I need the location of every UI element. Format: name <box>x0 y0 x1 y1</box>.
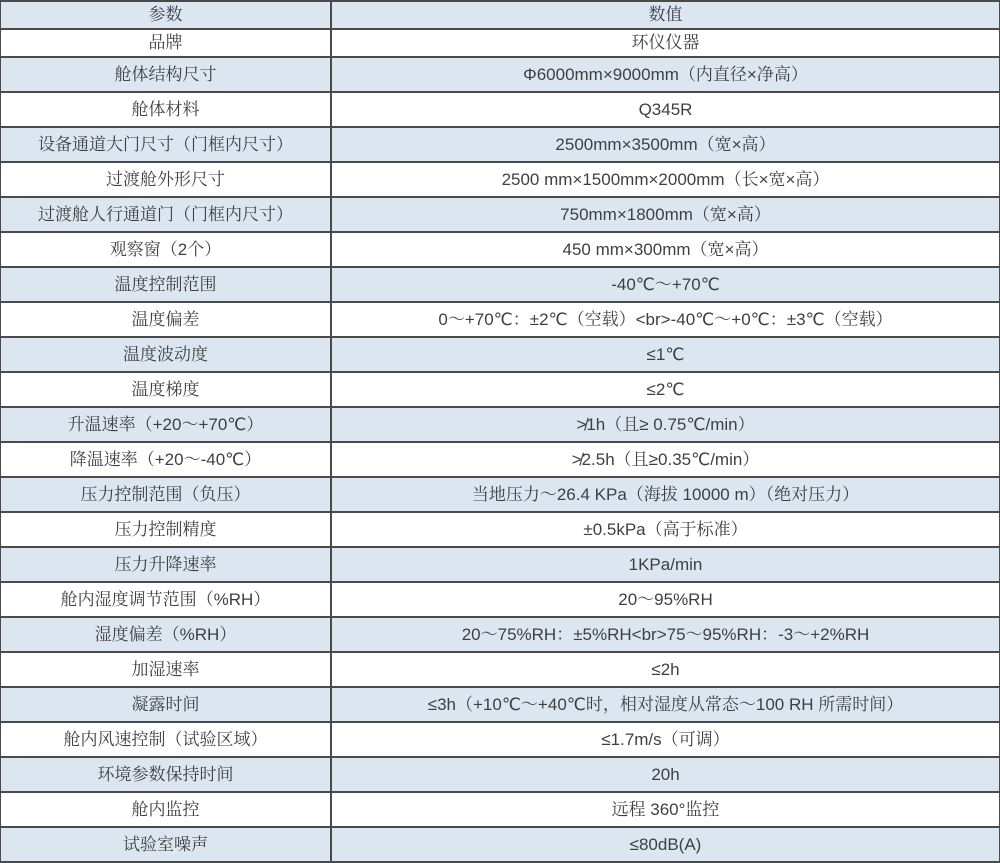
table-row <box>1 547 1000 582</box>
table-row <box>1 302 1000 337</box>
table-row <box>1 29 1000 57</box>
table-row <box>1 337 1000 372</box>
param-cell: 压力控制范围（负压） <box>1 477 332 512</box>
value-cell: ≤3h（+10℃～+40℃时，相对湿度从常态～100 RH 所需时间） <box>331 687 1000 722</box>
table-row <box>1 757 1000 792</box>
table-row <box>1 162 1000 197</box>
param-cell: 加湿速率 <box>1 652 332 687</box>
value-cell: 20～75%RH：±5%RH<br>75～95%RH：-3～+2%RH <box>331 617 1000 652</box>
table-row <box>1 512 1000 547</box>
value-cell: Φ6000mm×9000mm（内直径×净高） <box>331 57 1000 92</box>
param-cell: 降温速率（+20～-40℃） <box>1 442 332 477</box>
table-row <box>1 652 1000 687</box>
table-row <box>1 792 1000 827</box>
table-row <box>1 127 1000 162</box>
value-cell: 2500mm×3500mm（宽×高） <box>331 127 1000 162</box>
value-cell: ≤80dB(A) <box>331 827 1000 862</box>
header-param-cell: 参数 <box>1 1 332 29</box>
spec-table-body <box>1 1 1000 862</box>
value-cell: 2500 mm×1500mm×2000mm（长×宽×高） <box>331 162 1000 197</box>
value-cell: ≤1.7m/s（可调） <box>331 722 1000 757</box>
table-row <box>1 687 1000 722</box>
value-cell: 750mm×1800mm（宽×高） <box>331 197 1000 232</box>
value-cell: 20～95%RH <box>331 582 1000 617</box>
value-cell: 1KPa/min <box>331 547 1000 582</box>
value-cell: -40℃～+70℃ <box>331 267 1000 302</box>
param-cell: 升温速率（+20～+70℃） <box>1 407 332 442</box>
param-cell: 湿度偏差（%RH） <box>1 617 332 652</box>
param-cell: 试验室噪声 <box>1 827 332 862</box>
table-row <box>1 442 1000 477</box>
param-cell: 设备通道大门尺寸（门框内尺寸） <box>1 127 332 162</box>
header-value-cell: 数值 <box>331 1 1000 29</box>
param-cell: 温度梯度 <box>1 372 332 407</box>
value-cell: ≯1h（且≥ 0.75℃/min） <box>331 407 1000 442</box>
value-cell: 0～+70℃：±2℃（空载）<br>-40℃～+0℃：±3℃（空载） <box>331 302 1000 337</box>
value-cell: Q345R <box>331 92 1000 127</box>
param-cell: 过渡舱人行通道门（门框内尺寸） <box>1 197 332 232</box>
table-row <box>1 372 1000 407</box>
header-row <box>1 1 1000 29</box>
table-row <box>1 477 1000 512</box>
value-cell: 当地压力～26.4 KPa（海拔 10000 m）（绝对压力） <box>331 477 1000 512</box>
param-cell: 舱体结构尺寸 <box>1 57 332 92</box>
value-cell: ≤1℃ <box>331 337 1000 372</box>
value-cell: 450 mm×300mm（宽×高） <box>331 232 1000 267</box>
table-row <box>1 722 1000 757</box>
value-cell: 环仪仪器 <box>331 29 1000 57</box>
param-cell: 温度偏差 <box>1 302 332 337</box>
table-row <box>1 827 1000 862</box>
param-cell: 压力升降速率 <box>1 547 332 582</box>
param-cell: 舱内监控 <box>1 792 332 827</box>
param-cell: 凝露时间 <box>1 687 332 722</box>
param-cell: 压力控制精度 <box>1 512 332 547</box>
param-cell: 舱内风速控制（试验区域） <box>1 722 332 757</box>
table-row <box>1 267 1000 302</box>
param-cell: 舱内湿度调节范围（%RH） <box>1 582 332 617</box>
table-row <box>1 92 1000 127</box>
param-cell: 过渡舱外形尺寸 <box>1 162 332 197</box>
value-cell: 20h <box>331 757 1000 792</box>
param-cell: 舱体材料 <box>1 92 332 127</box>
value-cell: ≤2℃ <box>331 372 1000 407</box>
table-row <box>1 232 1000 267</box>
table-row <box>1 617 1000 652</box>
param-cell: 温度波动度 <box>1 337 332 372</box>
table-row <box>1 57 1000 92</box>
value-cell: ±0.5kPa（高于标准） <box>331 512 1000 547</box>
value-cell: 远程 360°监控 <box>331 792 1000 827</box>
table-row <box>1 407 1000 442</box>
table-row <box>1 197 1000 232</box>
param-cell: 环境参数保持时间 <box>1 757 332 792</box>
param-cell: 品牌 <box>1 29 332 57</box>
param-cell: 观察窗（2个） <box>1 232 332 267</box>
param-cell: 温度控制范围 <box>1 267 332 302</box>
table-row <box>1 582 1000 617</box>
value-cell: ≯2.5h（且≥0.35℃/min） <box>331 442 1000 477</box>
value-cell: ≤2h <box>331 652 1000 687</box>
